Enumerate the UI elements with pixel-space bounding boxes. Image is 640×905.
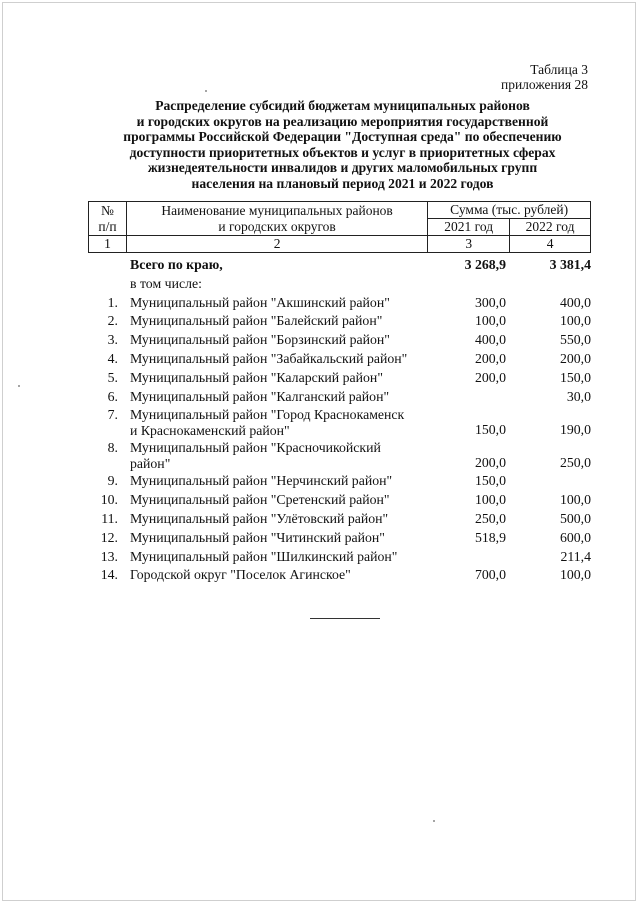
row-2021: 200,0 bbox=[474, 369, 506, 385]
table-header bbox=[88, 201, 591, 253]
col-index-2: 2 bbox=[126, 236, 427, 253]
row-number: 2. bbox=[107, 313, 118, 329]
row-2022: 30,0 bbox=[566, 388, 591, 404]
row-name bbox=[130, 407, 430, 438]
row-number: 13. bbox=[100, 548, 118, 564]
row-number: 7. bbox=[107, 407, 118, 423]
col-index-1: 1 bbox=[89, 236, 127, 253]
title-line: жизнедеятельности инвалидов и других маломобильных групп bbox=[147, 160, 538, 176]
table-body bbox=[88, 257, 591, 586]
subtotal-note-row bbox=[88, 276, 591, 295]
header-sum: Сумма (тыс. рублей) bbox=[428, 202, 591, 219]
row-number: 9. bbox=[107, 473, 118, 489]
header-num bbox=[89, 202, 127, 236]
row-number: 5. bbox=[107, 369, 118, 385]
table-row bbox=[88, 549, 591, 568]
header-num-line1: № bbox=[101, 202, 114, 218]
table-row bbox=[88, 295, 591, 314]
row-name: Муниципальный район "Каларский район" bbox=[130, 369, 383, 385]
row-name bbox=[130, 440, 430, 471]
scan-speck bbox=[18, 385, 20, 387]
row-2021: 100,0 bbox=[474, 313, 506, 329]
end-divider bbox=[310, 618, 380, 619]
row-name: Муниципальный район "Забайкальский район" bbox=[130, 350, 408, 366]
row-2022: 150,0 bbox=[559, 369, 591, 385]
row-2021: 700,0 bbox=[474, 567, 506, 583]
row-number: 1. bbox=[107, 294, 118, 310]
row-name: Муниципальный район "Сретенский район" bbox=[130, 492, 390, 508]
row-2021: 150,0 bbox=[474, 422, 506, 438]
title-line: населения на плановый период 2021 и 2022 годов bbox=[191, 175, 494, 191]
title-line: доступности приоритетных объектов и услуг в приоритетных сферах bbox=[129, 144, 556, 160]
table-row bbox=[88, 389, 591, 408]
total-row bbox=[88, 257, 591, 276]
header-2021: 2021 год bbox=[428, 219, 510, 236]
row-2022: 211,4 bbox=[560, 548, 591, 564]
title-line: и городских округов на реализацию мероприятия государственной bbox=[136, 113, 549, 129]
row-name: Муниципальный район "Улётовский район" bbox=[130, 510, 389, 526]
table-row bbox=[88, 530, 591, 549]
table-row bbox=[88, 511, 591, 530]
row-2022: 600,0 bbox=[559, 529, 591, 545]
row-2021: 250,0 bbox=[474, 510, 506, 526]
table-row bbox=[88, 440, 591, 473]
table-row bbox=[88, 567, 591, 586]
appendix-caption: приложения 28 bbox=[500, 77, 588, 92]
title-line: программы Российской Федерации "Доступная среда" по обеспечению bbox=[123, 129, 562, 145]
total-2022: 3 381,4 bbox=[549, 257, 591, 272]
row-name-line2: и Краснокаменский район" bbox=[130, 422, 290, 438]
row-2022: 250,0 bbox=[559, 455, 591, 471]
row-name: Муниципальный район "Акшинский район" bbox=[130, 294, 390, 310]
row-name: Муниципальный район "Калганский район" bbox=[130, 388, 390, 404]
row-2021: 300,0 bbox=[474, 294, 506, 310]
title-line: Распределение субсидий бюджетам муниципальных районов bbox=[155, 98, 530, 113]
row-number: 10. bbox=[100, 492, 118, 508]
row-2022: 400,0 bbox=[559, 294, 591, 310]
total-2021: 3 268,9 bbox=[464, 257, 506, 272]
row-name-line1: Муниципальный район "Город Краснокаменск bbox=[130, 407, 405, 423]
col-index-4: 4 bbox=[510, 236, 591, 253]
header-name bbox=[126, 202, 427, 236]
including-label: в том числе: bbox=[130, 275, 202, 291]
row-2021: 400,0 bbox=[474, 332, 506, 348]
table-row bbox=[88, 370, 591, 389]
row-number: 6. bbox=[107, 388, 118, 404]
table-row bbox=[88, 407, 591, 440]
table-row bbox=[88, 332, 591, 351]
row-2022: 500,0 bbox=[559, 510, 591, 526]
total-label: Всего по краю, bbox=[130, 257, 223, 272]
row-number: 8. bbox=[107, 440, 118, 456]
col-index-3: 3 bbox=[428, 236, 510, 253]
row-name: Муниципальный район "Нерчинский район" bbox=[130, 473, 393, 489]
table-row bbox=[88, 351, 591, 370]
table-row bbox=[88, 492, 591, 511]
row-2022: 100,0 bbox=[559, 492, 591, 508]
row-name: Муниципальный район "Читинский район" bbox=[130, 529, 385, 545]
scan-speck bbox=[205, 90, 207, 92]
row-number: 4. bbox=[107, 350, 118, 366]
row-2022: 100,0 bbox=[559, 567, 591, 583]
row-2022: 550,0 bbox=[559, 332, 591, 348]
header-name-line1: Наименование муниципальных районов bbox=[161, 202, 393, 218]
table-row bbox=[88, 473, 591, 492]
row-2022: 100,0 bbox=[559, 313, 591, 329]
row-2021: 150,0 bbox=[474, 473, 506, 489]
header-name-line2: и городских округов bbox=[218, 218, 336, 234]
document-title bbox=[90, 98, 595, 192]
header-num-line2: п/п bbox=[98, 218, 117, 234]
row-name-line1: Муниципальный район "Красночикойский bbox=[130, 440, 381, 456]
header-2022: 2022 год bbox=[510, 219, 591, 236]
row-2021: 200,0 bbox=[474, 350, 506, 366]
row-name: Муниципальный район "Балейский район" bbox=[130, 313, 383, 329]
row-2021: 518,9 bbox=[474, 529, 506, 545]
row-2021: 200,0 bbox=[474, 455, 506, 471]
row-name-line2: район" bbox=[130, 455, 171, 471]
row-name: Муниципальный район "Борзинский район" bbox=[130, 332, 390, 348]
row-number: 11. bbox=[101, 510, 118, 526]
scan-speck bbox=[433, 820, 435, 822]
row-2022: 200,0 bbox=[559, 350, 591, 366]
table-row bbox=[88, 313, 591, 332]
row-number: 14. bbox=[100, 567, 118, 583]
table-number-caption: Таблица 3 bbox=[530, 62, 588, 77]
row-2022: 190,0 bbox=[559, 422, 591, 438]
row-number: 3. bbox=[107, 332, 118, 348]
row-2021: 100,0 bbox=[474, 492, 506, 508]
row-name: Муниципальный район "Шилкинский район" bbox=[130, 548, 398, 564]
row-number: 12. bbox=[100, 529, 118, 545]
row-name: Городской округ "Поселок Агинское" bbox=[130, 567, 351, 583]
